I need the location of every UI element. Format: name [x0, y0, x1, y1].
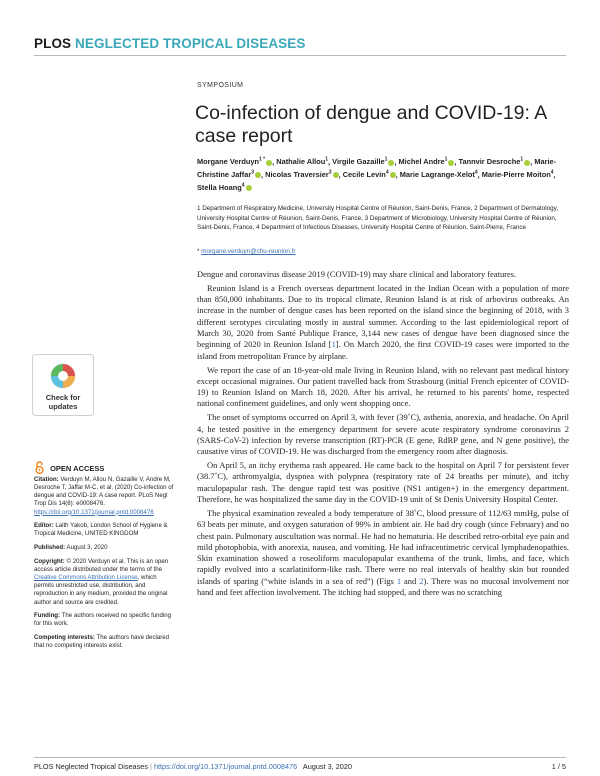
author-affiliation-marker: 3	[328, 169, 332, 176]
author-name[interactable]: Marie Lagrange-Xelot	[399, 170, 475, 180]
author-entry	[276, 157, 328, 166]
citation-doi-link[interactable]: https://doi.org/10.1371/journal.pntd.0008476	[34, 508, 154, 516]
author-affiliation-marker: 1	[520, 157, 524, 163]
editor-block	[34, 522, 174, 538]
author-name[interactable]: Cecile Levin	[342, 170, 386, 180]
author-list: Morgane Verduyn$^{1 *}$ , Nathalie Allou$^1$, Virgile Gazaille$^1$ , Michel Andre$^1$ , Tannvir Desroche$^1$ , Marie-Christine Jaffar$^3$ , Nicolas Traversier$^3$ , Cecile Levin$^4$ , Marie Lagrange-Xelot$^4$, Marie-Pierre Moiton$^4$, Stella Hoang$^4$	[197, 157, 557, 192]
published-label: Published:	[34, 544, 66, 552]
author-name[interactable]: Tannvir Desroche	[458, 157, 521, 167]
competing-interests-text: The authors have declared that no competing interests exist.	[34, 634, 170, 650]
author-name[interactable]: Michel Andre	[398, 157, 445, 167]
author-affiliation-marker: 3	[251, 169, 254, 176]
orcid-icon[interactable]	[448, 160, 454, 166]
orcid-icon[interactable]	[390, 172, 396, 178]
author-name[interactable]: Stella Hoang	[197, 182, 242, 192]
competing-interests-label: Competing interests:	[34, 634, 95, 641]
body-paragraph-1: Dengue and coronavirus disease 2019 (COVID-19) may share clinical and laboratory features.	[197, 269, 517, 279]
copyright-text-2: , which permits unrestricted use, distribution, and reproduction in any medium, provided the original author and source are credited.	[34, 574, 168, 606]
open-access-label	[34, 461, 104, 474]
check-updates-line2: updates	[48, 402, 78, 411]
body-p2-text-b: ]. On March 2020, the first COVID-19 cases were imported to the island from metropolitan France by airplane.	[197, 339, 569, 361]
citation-block	[34, 476, 174, 517]
author-name[interactable]: Morgane Verduyn	[197, 157, 260, 167]
orcid-icon[interactable]	[266, 160, 272, 166]
check-for-updates-icon	[32, 354, 94, 416]
author-affiliation-marker: 1	[444, 157, 448, 163]
open-lock-icon	[34, 461, 45, 474]
orcid-icon[interactable]	[246, 185, 252, 191]
correspondence-email[interactable]: morgane.verduyn@chu-reunion.fr	[201, 248, 296, 255]
article-title: Co-infection of dengue and COVID-19: A case report	[195, 102, 547, 147]
author-name[interactable]: Marie-Christine Jaffar	[197, 157, 557, 180]
author-affiliation-marker: 4	[550, 169, 554, 176]
orcid-icon[interactable]	[333, 172, 339, 178]
author-affiliation-marker: 4	[241, 182, 245, 189]
body-paragraph-4: The onset of symptoms occurred on April 3, with fever (39˚C), asthenia, anorexia, and headache. On April 4, he tested positive in the emergency department for severe acute respiratory syndrome coronavirus 2 (SARS-CoV-2) infection by reverse transcription (RT)-PCR (E gene, RdRP gene, and N gene positive), the causative virus of COVID-19. He was discharged from the emergency room after diagnosis.	[197, 412, 569, 457]
funding-label: Funding:	[34, 612, 61, 620]
check-updates-line1: Check for	[45, 393, 81, 402]
open-access-text: OPEN ACCESS	[50, 464, 105, 473]
body-p6-text-a: The physical examination revealed a body temperature of 38˚C, blood pressure of 112/63 mmHg, pulse of 63 beats per minute, and oxygen saturation of 99% in ambient air. He had dry cough (since February) and no chest pain. Pulmonary auscultation was normal. He had no hematuria. He described retro-orbital eye pain and mild photophobia, with anorexia, nausea, and vomiting. He had infracentimetric cervical lymphadenopathies. Skin examination showed a roseoliform maculopapular exanthema of the trunk, limbs, and face, which rapidly evolved into a scarlatiniform-like rash. There were no real intervals of healthy skin but rounded islands of sparing (“white islands in a sea of red”) (Figs	[197, 507, 569, 586]
author-entry	[399, 157, 455, 166]
orcid-icon[interactable]	[524, 160, 530, 166]
author-name[interactable]: Marie-Pierre Moiton	[481, 170, 551, 180]
footer-doi-link[interactable]: https://doi.org/10.1371/journal.pntd.0008476	[153, 762, 298, 771]
figure-link-1[interactable]: 1	[396, 575, 402, 586]
copyright-block	[34, 558, 174, 607]
page-footer	[34, 762, 566, 771]
article-body	[197, 269, 569, 601]
correspondence-marker: *	[197, 248, 200, 255]
author-entry	[343, 170, 396, 179]
orcid-icon[interactable]	[388, 160, 394, 166]
body-p2-text-a: Reunion Island is a French overseas department located in the Indian Ocean with a population of more than 850,000 inhabitants. Due to its tropical climate, Reunion Island is at risk of arbovirus outbreaks. An increase in the number of dengue cases has been reported on the island since the beginning of 2018, with 3 different serotypes circulating mostly in austral summer. According to the last epidemiological report of March 30, 2020 from Santé Publique France, 3,144 new cases of dengue have been diagnosed since the beginning of 2020 in Reunion Island [	[197, 282, 569, 350]
citation-label: Citation:	[34, 476, 59, 483]
published-block	[34, 544, 174, 552]
orcid-icon[interactable]	[255, 172, 261, 178]
page-number: 1 / 5	[551, 762, 566, 771]
author-affiliation-marker: 4	[385, 169, 389, 176]
footer-divider	[34, 757, 566, 758]
author-entry	[482, 170, 554, 179]
article-metadata-sidebar	[34, 476, 174, 656]
license-link[interactable]: Creative Commons Attribution License	[34, 574, 138, 582]
author-affiliation-marker: 1 *	[259, 157, 266, 163]
author-affiliation-marker: 1	[384, 157, 388, 163]
body-paragraph-2	[197, 283, 569, 362]
editor-label: Editor:	[34, 522, 54, 530]
footer-date: August 3, 2020	[302, 762, 352, 771]
copyright-text-1: © 2020 Verduyn et al. This is an open access article distributed under the terms of the	[34, 557, 169, 573]
competing-interests-block	[34, 634, 174, 650]
check-for-updates-badge[interactable]	[32, 354, 94, 416]
copyright-label: Copyright:	[34, 557, 65, 565]
author-entry	[197, 157, 272, 166]
body-p6-mid: and	[401, 575, 420, 586]
author-affiliation-marker: 4	[474, 169, 478, 176]
journal-publisher: PLOS	[34, 36, 72, 51]
author-entry	[265, 170, 338, 179]
reference-link-1[interactable]: 1	[331, 339, 336, 350]
funding-block	[34, 612, 174, 628]
footer-separator: |	[150, 762, 152, 771]
author-name[interactable]: Nicolas Traversier	[265, 170, 329, 180]
author-name[interactable]: Virgile Gazaille	[332, 157, 385, 167]
footer-journal: PLOS Neglected Tropical Diseases	[34, 762, 148, 771]
funding-text: The authors received no specific funding for this work.	[34, 612, 172, 628]
editor-text: Laith Yakob, London School of Hygiene & Tropical Medicine, UNITED KINGDOM	[34, 522, 168, 538]
affiliations: 1 Department of Respiratory Medicine, University Hospital Centre of Réunion, Saint-Denis, France, 2 Department of Dermatology, University Hospital Centre of Réunion, Saint-Denis, France, 3 Department of Microbiology, University Hospital Centre of Réunion, Saint-Denis, France, 4 Department of Infectious Diseases, University Hospital Centre of Réunion, Saint-Pierre, France	[197, 205, 559, 232]
author-entry	[332, 157, 394, 166]
article-section: SYMPOSIUM	[197, 82, 244, 89]
journal-name: NEGLECTED TROPICAL DISEASES	[75, 36, 306, 51]
citation-text: Verduyn M, Allou N, Gazaille V, Andre M, Desroche T, Jaffar M-C, et al. (2020) Co-infection of dengue and COVID-19: A case report. PLoS Negl Trop Dis 14(8): e0008476.	[34, 476, 174, 508]
header-divider	[34, 55, 566, 56]
figure-link-2[interactable]: 2	[419, 575, 424, 586]
journal-header	[34, 36, 306, 51]
author-entry	[197, 183, 252, 192]
body-paragraph-3: We report the case of an 18-year-old male living in Reunion Island, with no relevant past medical history except occasional migraines. Our patient travelled back from Strasbourg (initial French epicenter of COVID-19) to Reunion Island on March 18, 2020. After his arrival, he returned to his parents' home, respected national confinement guidelines, and only went shopping once.	[197, 364, 569, 409]
body-paragraph-6	[197, 508, 569, 598]
body-paragraph-5: On April 5, an itchy erythema rash appeared. He came back to the hospital on April 7 for persistent fever (38.7˚C), arthromyalgia, dyspnea with polypnea (respiratory rate of 24 breaths per minute), and itchy maculopapular rash. The dengue rapid test was positive (NS1 antigen+) in the emergency department. Therefore, he was hospitalized the same day in the COVID-19 unit of St Denis University Hospital Center.	[197, 460, 569, 505]
author-entry	[400, 170, 478, 179]
author-name[interactable]: Nathalie Allou	[276, 157, 326, 167]
published-date: August 3, 2020	[66, 544, 108, 552]
author-affiliation-marker: 1	[325, 157, 329, 163]
correspondence	[197, 248, 295, 255]
body-p6-text-b: ). There was no mucosal involvement nor hand and feet affection involvement. The itching had stopped, and there was no scratching	[197, 575, 569, 597]
author-entry	[459, 157, 531, 166]
